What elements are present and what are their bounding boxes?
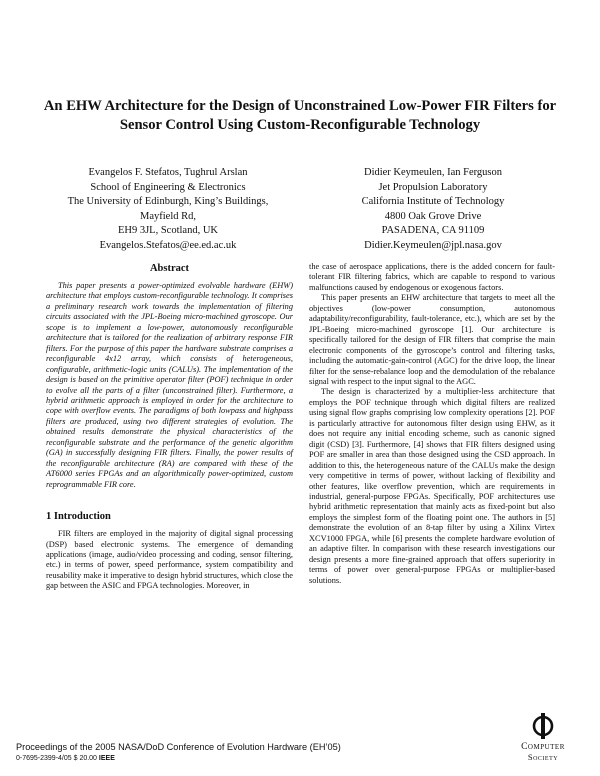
logo-word-society: Society bbox=[527, 752, 559, 762]
author-institution-right: California Institute of Technology bbox=[361, 196, 505, 208]
introduction-paragraph-1: FIR filters are employed in the majority of digital signal processing (DSP) based electronic systems. The emergence of demanding applications (image, audio/video processing and coding, sensor filtering, etc.) in terms of power, speed performance, system compatibility and reusability make it imperative to design hybrid structures, which close the gap between the ASIC and FPGA technologies. Moreover, in bbox=[46, 529, 293, 591]
computer-society-wordmark bbox=[504, 742, 582, 762]
author-postcode-left: EH9 3JL, Scotland, UK bbox=[117, 225, 219, 237]
abstract-heading: Abstract bbox=[149, 263, 190, 274]
author-city-right: PASADENA, CA 91109 bbox=[381, 225, 485, 237]
author-street-right: 4800 Oak Grove Drive bbox=[384, 210, 482, 222]
author-affiliation-left: School of Engineering & Electronics bbox=[90, 181, 246, 193]
author-names-right: Didier Keymeulen, Ian Ferguson bbox=[363, 167, 503, 178]
title-line-1: An EHW Architecture for the Design of Unconstrained Low-Power FIR Filters for bbox=[43, 98, 557, 114]
right-column bbox=[309, 262, 555, 586]
title-line-2: Sensor Control Using Custom-Reconfigurable Technology bbox=[119, 117, 481, 133]
introduction-heading: 1 Introduction bbox=[46, 511, 111, 523]
isbn-text: 0-7695-2399-4/05 $ 20.00 bbox=[16, 755, 99, 762]
logo-word-computer: Computer bbox=[521, 742, 565, 752]
right-paragraph-continuation: the case of aerospace applications, there is the added concern for fault-tolerant FIR filtering fabrics, which are capable to respond to various malfunctions caused by endogenous or exogenous factors. bbox=[309, 262, 555, 292]
ieee-mark: IEEE bbox=[98, 755, 115, 762]
author-institution-left: The University of Edinburgh, King’s Buildings, bbox=[67, 196, 269, 208]
right-paragraph-1: This paper presents an EHW architecture that targets to meet all the objectives (low-power consumption, autonomous adaptability/reconfigurability, fault-tolerance, etc.), which are set by the JPL-Boeing micro-machined gyroscope [1]. Our architecture is specifically tailored for the design of FIR filters that comprise the main electronic components of the gyroscope’s control and filtering tasks, including the automatic-gain-control (AGC) for the drive loop, the linear filter for the sense-rebalance loop and the demodulation of the rebalance signal with respect to the input signal to the AGC. bbox=[309, 293, 555, 386]
proceedings-citation: Proceedings of the 2005 NASA/DoD Conference of Evolution Hardware (EH’05) bbox=[16, 742, 341, 752]
author-affiliation-right: Jet Propulsion Laboratory bbox=[378, 181, 488, 193]
authors-right bbox=[318, 166, 548, 254]
authors-left bbox=[52, 166, 284, 254]
isbn-line bbox=[16, 754, 476, 764]
paper-title bbox=[40, 97, 560, 135]
computer-society-emblem-icon bbox=[530, 712, 556, 740]
author-email-right: Didier.Keymeulen@jpl.nasa.gov bbox=[364, 239, 502, 251]
author-names-left: Evangelos F. Stefatos, Tughrul Arslan bbox=[88, 167, 248, 178]
computer-society-logo bbox=[504, 712, 582, 768]
abstract-text: This paper presents a power-optimized evolvable hardware (EHW) architecture that employs custom-reconfigurable technology. It comprises a preliminary research work towards the implementation of filtering circuits associated with the JPL-Boeing micro-machined gyroscope. Our scope is to implement a low-power, autonomously reconfigurable architecture that is tailored for the realization of arbitrary response FIR filters. For the purpose of this paper the hardware substrate comprises a reconfigurable 4x12 array, which consists of heterogeneous, configurable, arithmetic-logic units (CALUs). The implementation of the design is based on the primitive operator filter (POF) technique in order to evolve all the parts of a filter (unconstrained filter). Furthermore, a hybrid arithmetic approach is employed in order for the architecture to cope with overflow events. The paradigms of both lowpass and highpass filters are produced, using two different strategies of evolution. The obtained results demonstrate the physical characteristics of the reconfigurable substrate and the performance of the genetic algorithm (GA) in successfully designing FIR filters. Finally, the power results of the reconfigurable architecture (RA) are compared with these of the AT6000 series FPGAs and an algorithmically power-optimized, custom reprogrammable FIR core. bbox=[46, 281, 293, 489]
proceedings-footer bbox=[16, 741, 476, 764]
right-paragraph-2: The design is characterized by a multiplier-less architecture that employs the POF technique through which digital filters are realized using signal flow graphs comprising low complexity operations [2]. POF is particularly attractive for autonomous filter design using EHW, as it does not require any initial encoding scheme, such as canonic signed digit (CSD) [3]. Furthermore, [4] shows that FIR filters designed using POF are smaller in area than those designed using the CSD approach. In addition to this, the heterogeneous nature of the CALUs make the design very competitive in terms of power, without lacking of flexibility and other features, like overflow prevention, which are requirements in industrial, general-purpose FPGAs. Specifically, POF architectures use hybrid arithmetic representation that mainly acts as fixed-point but also employs the simplest form of the floating point one. The authors in [5] demonstrate the evolution of an 8-tap filter by using a Xilinx Virtex XCV1000 FPGA, while [6] presents the complete hardware evolution of an adaptive filter. In comparison with these research investigations our design presents a more fine-grained approach that offers superiority in terms of power over general-purpose FPGAs or multiplier-based solutions. bbox=[309, 387, 555, 585]
author-email-left: Evangelos.Stefatos@ee.ed.ac.uk bbox=[99, 239, 237, 251]
left-column bbox=[46, 262, 293, 592]
author-street-left: Mayfield Rd, bbox=[140, 210, 196, 222]
